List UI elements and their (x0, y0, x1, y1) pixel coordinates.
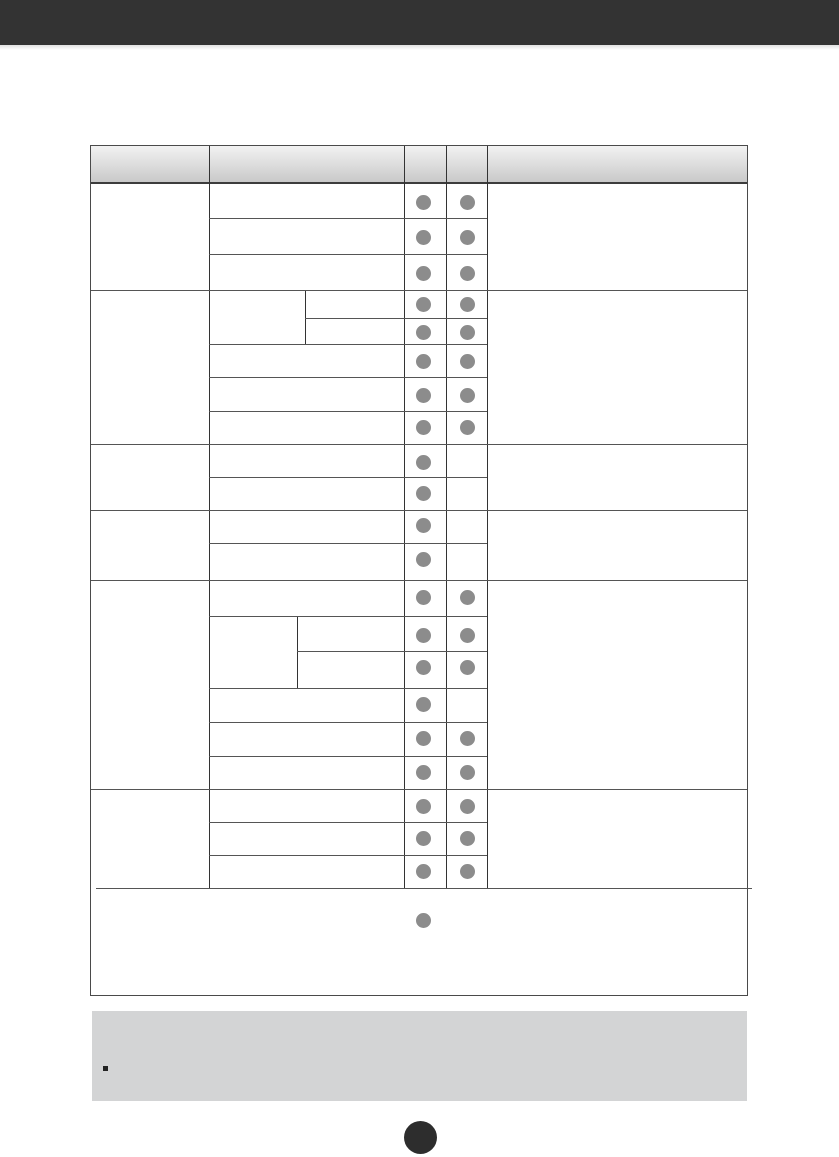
header-divider (487, 146, 488, 182)
row-separator (209, 411, 487, 412)
group-separator (91, 510, 747, 511)
row-separator (209, 688, 487, 689)
availability-dot (460, 230, 475, 245)
group-separator (96, 888, 752, 889)
availability-dot (416, 230, 431, 245)
row-separator (209, 756, 487, 757)
row-separator (209, 543, 487, 544)
availability-dot (416, 486, 431, 501)
availability-dot (460, 590, 475, 605)
availability-dot (416, 864, 431, 879)
availability-dot (416, 765, 431, 780)
availability-dot (416, 266, 431, 281)
availability-dot (416, 799, 431, 814)
availability-dot (416, 660, 431, 675)
availability-dot (460, 266, 475, 281)
availability-dot (416, 325, 431, 340)
header-divider (404, 146, 405, 182)
row-separator (297, 651, 487, 652)
column-divider (487, 182, 488, 889)
group-separator (91, 580, 747, 581)
group-separator (91, 290, 747, 291)
header-divider (209, 146, 210, 182)
availability-dot (460, 388, 475, 403)
column-divider (446, 182, 447, 889)
availability-dot (416, 455, 431, 470)
availability-dot (460, 660, 475, 675)
row-separator (209, 254, 487, 255)
header-shadow (0, 45, 839, 50)
availability-dot (460, 420, 475, 435)
availability-dot (460, 765, 475, 780)
row-separator (209, 822, 487, 823)
availability-dot (416, 518, 431, 533)
row-separator (209, 477, 487, 478)
subcolumn-divider (297, 616, 298, 688)
availability-dot (460, 799, 475, 814)
availability-dot (416, 731, 431, 746)
availability-dot (416, 831, 431, 846)
column-divider (404, 182, 405, 889)
legend-dot (416, 913, 431, 928)
group-separator (91, 444, 747, 445)
availability-dot (460, 325, 475, 340)
availability-dot (416, 297, 431, 312)
availability-dot (460, 297, 475, 312)
header-divider (446, 146, 447, 182)
row-separator (209, 218, 487, 219)
availability-dot (416, 195, 431, 210)
note-box (92, 1011, 747, 1101)
column-divider (209, 182, 210, 889)
availability-dot (416, 552, 431, 567)
availability-dot (416, 354, 431, 369)
availability-dot (416, 420, 431, 435)
availability-dot (460, 354, 475, 369)
availability-dot (460, 831, 475, 846)
group-separator (91, 789, 747, 790)
bullet-icon (103, 1066, 108, 1071)
row-separator (209, 616, 487, 617)
top-header-bar (0, 0, 839, 45)
availability-dot (416, 697, 431, 712)
table-header-row (91, 146, 747, 184)
availability-dot (460, 731, 475, 746)
availability-dot (460, 864, 475, 879)
availability-dot (460, 195, 475, 210)
availability-dot (416, 590, 431, 605)
row-separator (209, 855, 487, 856)
row-separator (209, 722, 487, 723)
availability-dot (460, 628, 475, 643)
availability-dot (416, 388, 431, 403)
row-separator (209, 344, 487, 345)
row-separator (209, 377, 487, 378)
availability-dot (416, 628, 431, 643)
row-separator (305, 318, 487, 319)
page-number-badge (404, 1121, 437, 1154)
